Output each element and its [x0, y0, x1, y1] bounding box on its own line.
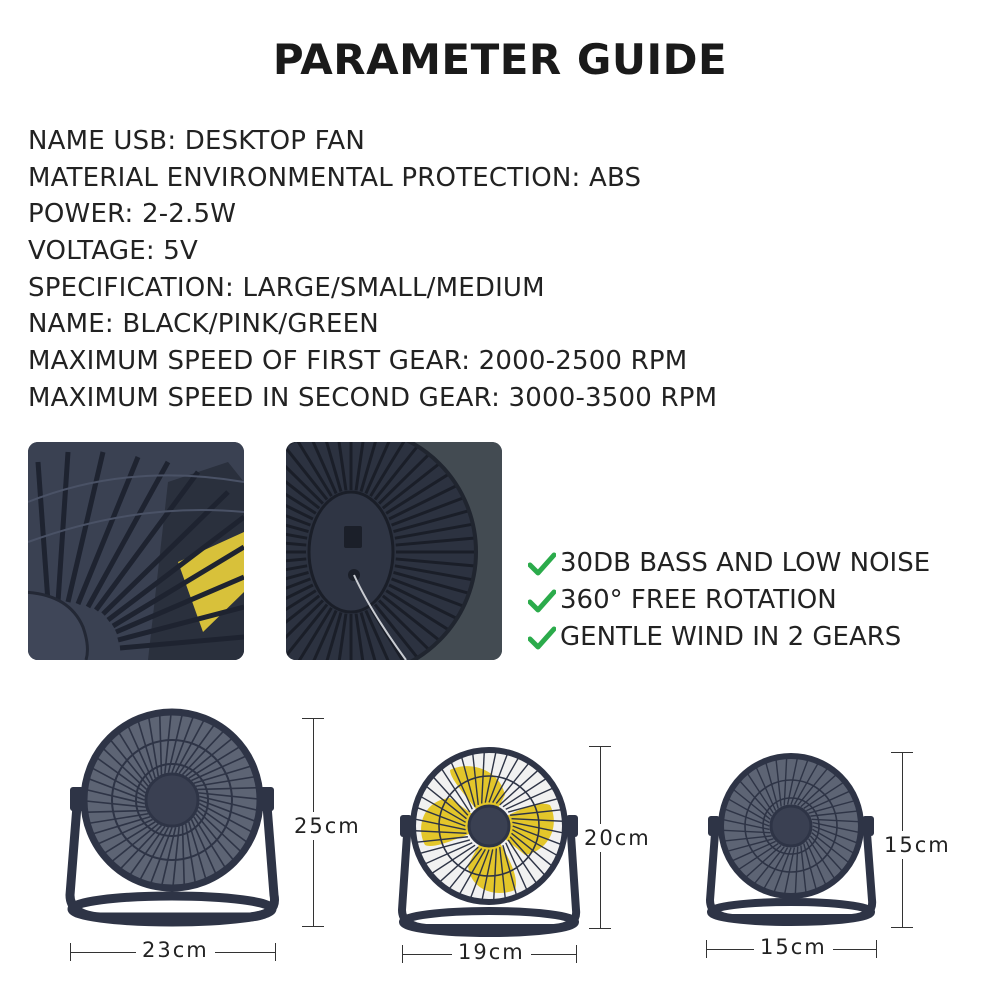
feature-item [528, 582, 988, 619]
spec-first-gear-speed: MAXIMUM SPEED OF FIRST GEAR: 2000-2500 RPM [28, 346, 688, 377]
spec-specification: SPECIFICATION: LARGE/SMALL/MEDIUM [28, 272, 545, 303]
grille-closeup-photo [28, 442, 244, 660]
feature-label: GENTLE WIND IN 2 GEARS [560, 622, 902, 652]
small-width-label: 15cm [754, 935, 833, 959]
large-width-label: 23cm [136, 938, 215, 962]
check-icon [528, 545, 560, 582]
check-icon [528, 582, 560, 619]
feature-item [528, 545, 988, 582]
spec-material: MATERIAL ENVIRONMENTAL PROTECTION: ABS [28, 162, 642, 193]
fan-medium-image [390, 740, 590, 940]
page-title: PARAMETER GUIDE [272, 35, 728, 84]
spec-power: POWER: 2-2.5W [28, 199, 237, 230]
switch-closeup-photo [286, 442, 502, 660]
feature-label: 30DB BASS AND LOW NOISE [560, 548, 931, 578]
medium-width-label: 19cm [452, 940, 531, 964]
spec-name-usb: NAME USB: DESKTOP FAN [28, 126, 366, 156]
spec-list [28, 123, 988, 417]
fan-large-image [60, 705, 290, 935]
check-icon [528, 619, 560, 656]
fan-small-image [702, 750, 882, 930]
large-height-label: 25cm [294, 814, 361, 838]
spec-colors: NAME: BLACK/PINK/GREEN [28, 309, 379, 340]
feature-label: 360° FREE ROTATION [560, 585, 837, 615]
medium-height-label: 20cm [584, 826, 651, 850]
spec-voltage: VOLTAGE: 5V [28, 236, 199, 267]
feature-item [528, 619, 988, 656]
feature-list [528, 545, 988, 656]
small-height-label: 15cm [884, 833, 951, 857]
spec-second-gear-speed: MAXIMUM SPEED IN SECOND GEAR: 3000-3500 RPM [28, 382, 718, 413]
